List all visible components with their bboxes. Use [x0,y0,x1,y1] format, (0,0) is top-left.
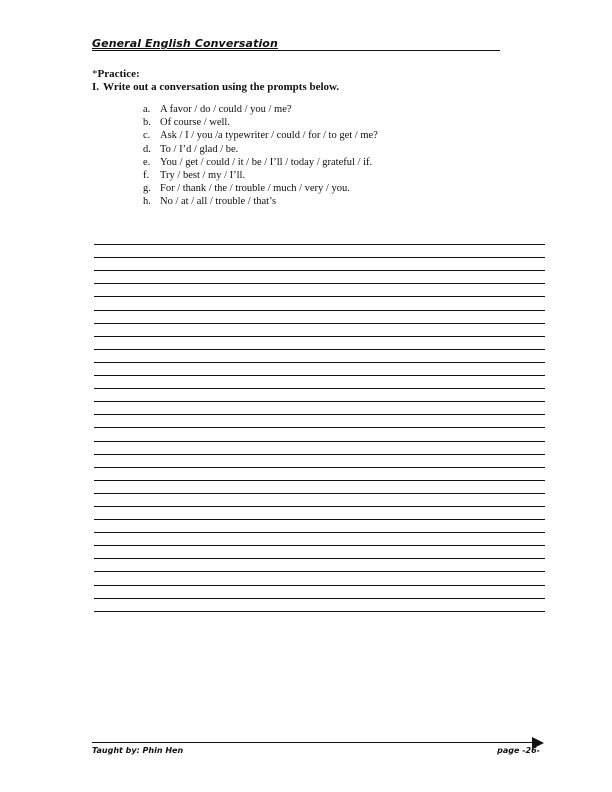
writing-line[interactable] [94,415,545,428]
prompt-text: Ask / I / you /a typewriter / could / for / to get / me? [160,130,378,142]
writing-line[interactable] [94,363,545,376]
writing-line[interactable] [94,442,545,455]
practice-label: Practice: [97,68,140,80]
writing-line[interactable] [94,546,545,559]
writing-line[interactable] [94,468,545,481]
writing-line[interactable] [94,389,545,402]
prompt-text: Of course / well. [160,117,230,129]
prompt-text: To / I’d / glad / be. [160,143,239,155]
prompt-item [143,156,378,169]
prompt-list [143,103,378,209]
writing-line[interactable] [94,324,545,337]
prompt-letter: c. [143,130,151,142]
practice-heading [92,68,140,80]
footer-rule [92,742,534,743]
writing-line[interactable] [94,586,545,599]
prompt-letter: a. [143,104,151,115]
prompt-text: You / get / could / it / be / I’ll / today / grateful / if. [160,156,373,168]
instruction-number: I. [92,81,100,93]
answer-writing-area[interactable] [94,232,545,612]
prompt-text: Try / best / my / I’ll. [160,169,246,181]
prompt-letter: f. [143,169,150,181]
writing-line[interactable] [94,402,545,415]
writing-line[interactable] [94,232,545,245]
writing-line[interactable] [94,271,545,284]
instruction [92,81,339,93]
footer-teacher: Taught by: Phin Hen [92,746,184,755]
prompt-text: A favor / do / could / you / me? [160,104,292,115]
prompt-letter: d. [143,143,151,155]
writing-line[interactable] [94,284,545,297]
prompt-item [143,103,378,116]
writing-line[interactable] [94,494,545,507]
writing-line[interactable] [94,350,545,363]
writing-line[interactable] [94,455,545,468]
writing-line[interactable] [94,520,545,533]
writing-line[interactable] [94,245,545,258]
page-footer [92,736,544,756]
prompt-letter: g. [143,183,151,195]
prompt-letter: e. [143,156,151,168]
prompt-letter: b. [143,117,151,129]
writing-line[interactable] [94,311,545,324]
page-header [92,34,500,51]
page-number: page -26- [497,746,540,755]
writing-line[interactable] [94,599,545,612]
prompt-item [143,182,378,195]
writing-line[interactable] [94,533,545,546]
prompt-text: No / at / all / trouble / that’s [160,196,277,208]
writing-line[interactable] [94,337,545,350]
practice-bullet: * [92,68,98,80]
prompt-item [143,129,378,142]
prompt-item [143,195,378,208]
writing-line[interactable] [94,507,545,520]
writing-line[interactable] [94,572,545,585]
writing-line[interactable] [94,297,545,310]
instruction-text: Write out a conversation using the prompts below. [103,81,340,93]
writing-line[interactable] [94,559,545,572]
prompt-letter: h. [143,196,151,208]
header-title: General English Conversation [92,37,278,50]
writing-line[interactable] [94,428,545,441]
prompt-text: For / thank / the / trouble / much / very / you. [160,183,350,195]
writing-line[interactable] [94,258,545,271]
writing-line[interactable] [94,376,545,389]
writing-line[interactable] [94,481,545,494]
prompt-item [143,169,378,182]
prompt-item [143,116,378,129]
prompt-item [143,143,378,156]
